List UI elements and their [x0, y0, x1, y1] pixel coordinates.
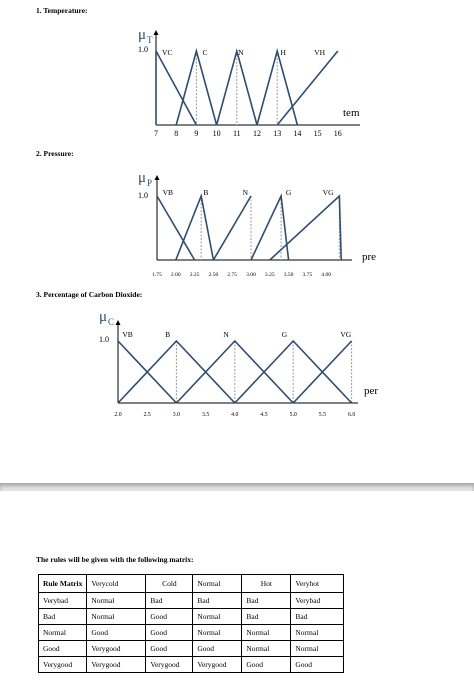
x-tick-label: 16 [333, 129, 342, 138]
x-tick-label: 2.0 [114, 412, 122, 418]
membership-line-vg [270, 196, 341, 260]
rule-matrix-table [38, 574, 344, 673]
table-row [39, 641, 344, 657]
table-row [39, 609, 344, 625]
x-tick-label: 12 [253, 129, 261, 138]
x-tick-label: 9 [194, 129, 199, 138]
row-label: Normal [39, 625, 87, 641]
set-label-vg: VG [340, 330, 352, 339]
table-cell: Verygood [193, 657, 242, 673]
membership-line-vh [277, 51, 338, 125]
x-tick-label: 2.00 [170, 272, 181, 278]
y-axis-arrow-icon [155, 175, 160, 180]
table-cell: Bad [242, 609, 291, 625]
set-label-n: N [242, 188, 249, 197]
x-tick-label: 10 [212, 129, 221, 138]
table-cell: Normal [291, 625, 344, 641]
y-axis-arrow-icon [154, 30, 159, 35]
membership-line-b [176, 196, 214, 260]
mu-symbol: μ [99, 309, 108, 325]
set-label-vb: VB [162, 188, 174, 197]
x-tick-label: 2.50 [208, 272, 219, 278]
table-cell: Good [146, 609, 193, 625]
table-cell: Verygood [87, 657, 146, 673]
x-tick-label: 3.50 [283, 272, 294, 278]
table-cell: Normal [242, 641, 291, 657]
membership-line-g [251, 196, 289, 260]
x-tick-label: 15 [313, 129, 322, 138]
carbon-dioxide-membership-plot [0, 295, 474, 430]
x-tick-label: 7 [154, 129, 158, 138]
rule-matrix-corner: Rule Matrix [39, 575, 87, 593]
x-tick-label: 3.25 [264, 272, 275, 278]
table-cell: Good [193, 641, 242, 657]
set-label-c: C [202, 48, 208, 57]
x-tick-label: 4.5 [260, 412, 268, 418]
table-cell: Good [242, 657, 291, 673]
set-label-vb: VB [122, 330, 133, 339]
table-cell: Normal [87, 593, 146, 609]
table-cell: Verygood [87, 641, 146, 657]
column-header: Veryhot [291, 575, 344, 593]
table-cell: Verygood [146, 657, 193, 673]
table-cell: Bad [193, 593, 242, 609]
membership-line-vc [156, 51, 196, 125]
x-tick-label: 5.0 [289, 412, 297, 418]
x-tick-label: 4.00 [321, 272, 332, 278]
mu-subscript: P [147, 178, 153, 188]
x-tick-label: 5.5 [318, 412, 327, 418]
table-cell: Normal [87, 609, 146, 625]
table-cell: Normal [193, 609, 242, 625]
temperature-heading: 1. Temperature: [36, 6, 88, 15]
document-page-2 [0, 491, 474, 684]
set-label-vh: VH [314, 48, 326, 57]
set-label-g: G [281, 330, 288, 339]
x-tick-label: 2.25 [189, 272, 200, 278]
row-label: Verybad [39, 593, 87, 609]
table-cell: Bad [146, 593, 193, 609]
row-label: Verygood [39, 657, 87, 673]
x-tick-label: 1.75 [152, 272, 162, 278]
mu-subscript: T [147, 35, 153, 45]
table-cell: Normal [291, 641, 344, 657]
y-tick-label: 1.0 [99, 335, 109, 344]
table-cell: Normal [242, 625, 291, 641]
page-separator [0, 483, 474, 491]
column-header: Cold [146, 575, 193, 593]
y-axis-arrow-icon [116, 320, 121, 325]
pressure-heading: 2. Pressure: [36, 149, 74, 158]
table-cell: Good [291, 657, 344, 673]
table-row [39, 657, 344, 673]
x-tick-label: 2.75 [227, 272, 238, 278]
table-cell: Good [146, 641, 193, 657]
set-label-n: N [238, 48, 244, 57]
x-tick-label: 14 [293, 129, 302, 138]
x-tick-label: 3.75 [302, 272, 313, 278]
table-cell: Bad [242, 593, 291, 609]
rules-heading: The rules will be given with the following matrix: [36, 555, 194, 564]
x-axis-label: per [364, 385, 379, 397]
column-header: Verycold [87, 575, 146, 593]
x-tick-label: 6.0 [347, 412, 356, 418]
y-tick-label: 1.0 [138, 45, 148, 54]
mu-symbol: μ [138, 27, 147, 43]
set-label-h: H [280, 48, 286, 57]
table-cell: Bad [291, 609, 344, 625]
row-label: Good [39, 641, 87, 657]
x-tick-label: 3.0 [172, 412, 181, 418]
column-header: Normal [193, 575, 242, 593]
x-tick-label: 2.5 [143, 412, 151, 418]
table-cell: Good [87, 625, 146, 641]
table-row [39, 625, 344, 641]
table-cell: Normal [193, 625, 242, 641]
x-axis-label: tem [343, 107, 360, 119]
x-axis-label: pre [362, 251, 377, 263]
mu-subscript: C [108, 317, 115, 327]
y-tick-label: 1.0 [138, 191, 148, 200]
set-label-vg: VG [322, 188, 334, 197]
x-tick-label: 3.5 [201, 412, 210, 418]
x-tick-label: 11 [232, 129, 241, 138]
rule-matrix-header-row [39, 575, 344, 593]
mu-symbol: μ [138, 170, 147, 186]
pressure-membership-plot [0, 150, 474, 285]
set-label-g: G [285, 188, 292, 197]
set-label-b: B [203, 188, 209, 197]
set-label-vc: VC [162, 48, 173, 57]
table-row [39, 593, 344, 609]
set-label-b: B [165, 330, 171, 339]
temperature-membership-plot [0, 0, 474, 150]
column-header: Hot [242, 575, 291, 593]
x-tick-label: 13 [273, 129, 282, 138]
set-label-n: N [223, 330, 229, 339]
x-tick-label: 4.0 [231, 412, 239, 418]
membership-line-n [213, 196, 251, 260]
x-tick-label: 8 [174, 129, 179, 138]
row-label: Bad [39, 609, 87, 625]
table-cell: Good [146, 625, 193, 641]
table-cell: Verybad [291, 593, 344, 609]
x-tick-label: 3.00 [246, 272, 256, 278]
carbon-dioxide-heading: 3. Percentage of Carbon Dioxide: [36, 290, 143, 299]
